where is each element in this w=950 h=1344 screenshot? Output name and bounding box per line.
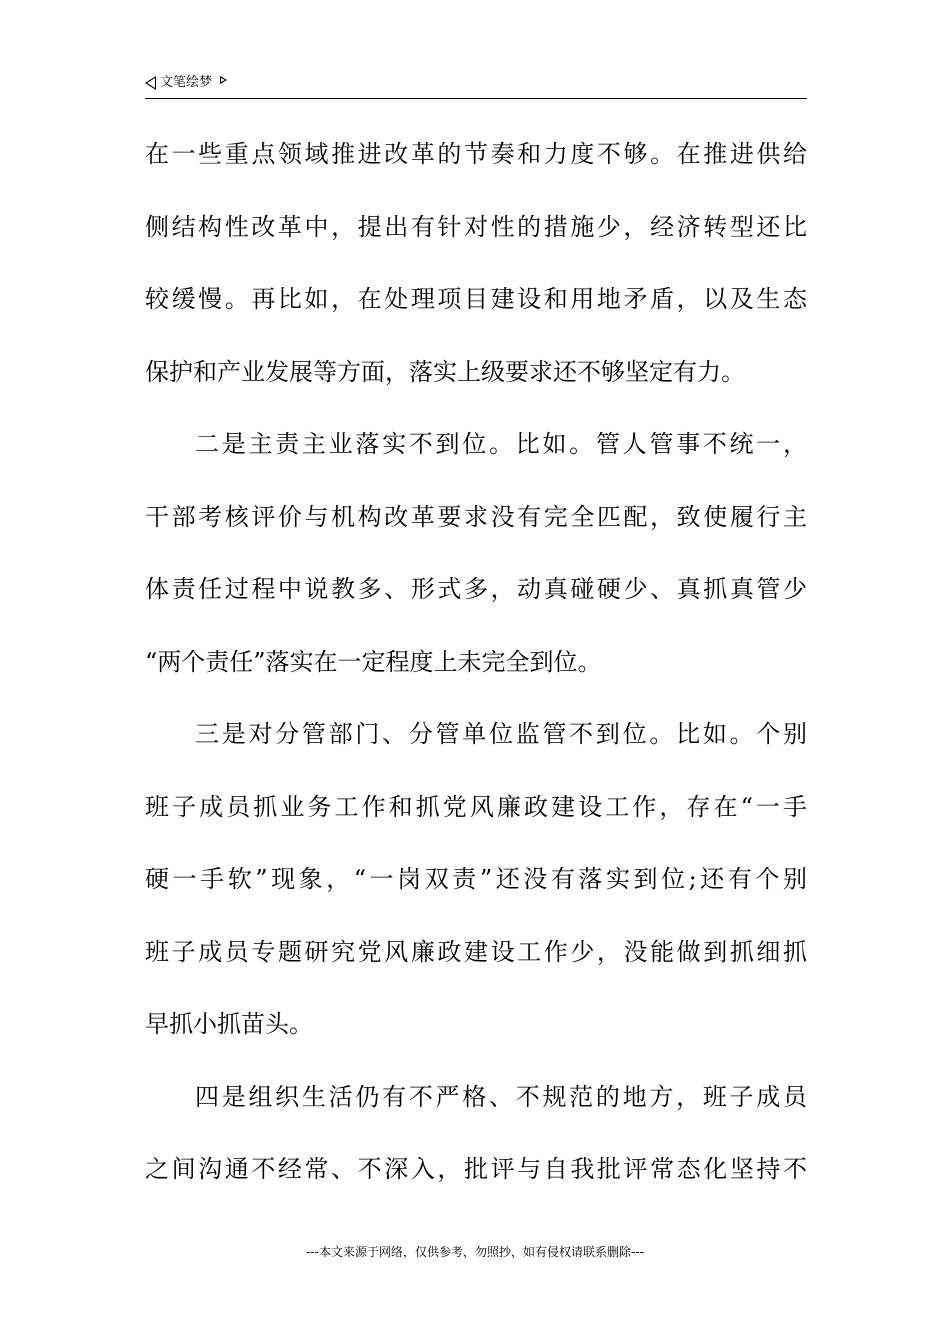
text-line: 早抓小抓苗头。 — [145, 1010, 313, 1038]
text-line: 之间沟通不经常、不深入，批评与自我批评常态化坚持不 — [145, 1155, 807, 1183]
text-line: 班子成员专题研究党风廉政建设工作少，没能做到抓细抓 — [145, 937, 807, 966]
paragraph-start-line: 三是对分管部门、分管单位监管不到位。比如。个别 — [195, 720, 807, 748]
text-line: 在一些重点领域推进改革的节奏和力度不够。在推进供给 — [145, 140, 807, 168]
text-line: 硬一手软”现象，“一岗双责”还没有落实到位;还有个别 — [145, 865, 807, 893]
text-line: 较缓慢。再比如，在处理项目建设和用地矛盾，以及生态 — [145, 285, 807, 313]
header-brand — [145, 74, 227, 92]
document-body — [145, 118, 807, 1206]
text-line: 保护和产业发展等方面，落实上级要求还不够坚定有力。 — [145, 357, 745, 386]
page-footer: ---本文来源于网络，仅供参考，勿照抄，如有侵权请联系删除--- — [306, 1245, 644, 1259]
left-triangle-icon — [145, 76, 156, 90]
text-line: 班子成员抓业务工作和抓党风廉政建设工作，存在“一手 — [145, 792, 807, 821]
text-line: “两个责任”落实在一定程度上未完全到位。 — [145, 647, 602, 676]
right-triangle-icon — [220, 76, 227, 84]
paragraph-start-line: 二是主责主业落实不到位。比如。管人管事不统一， — [195, 430, 807, 458]
paragraph-start-line: 四是组织生活仍有不严格、不规范的地方，班子成员 — [195, 1082, 807, 1111]
header-title: 文笔绘梦 — [160, 75, 213, 90]
page-header — [145, 72, 807, 99]
text-line: 侧结构性改革中，提出有针对性的措施少，经济转型还比 — [145, 212, 807, 241]
text-line: 体责任过程中说教多、形式多，动真碰硬少、真抓真管少 — [145, 575, 807, 603]
text-line: 干部考核评价与机构改革要求没有完全匹配，致使履行主 — [145, 502, 807, 531]
